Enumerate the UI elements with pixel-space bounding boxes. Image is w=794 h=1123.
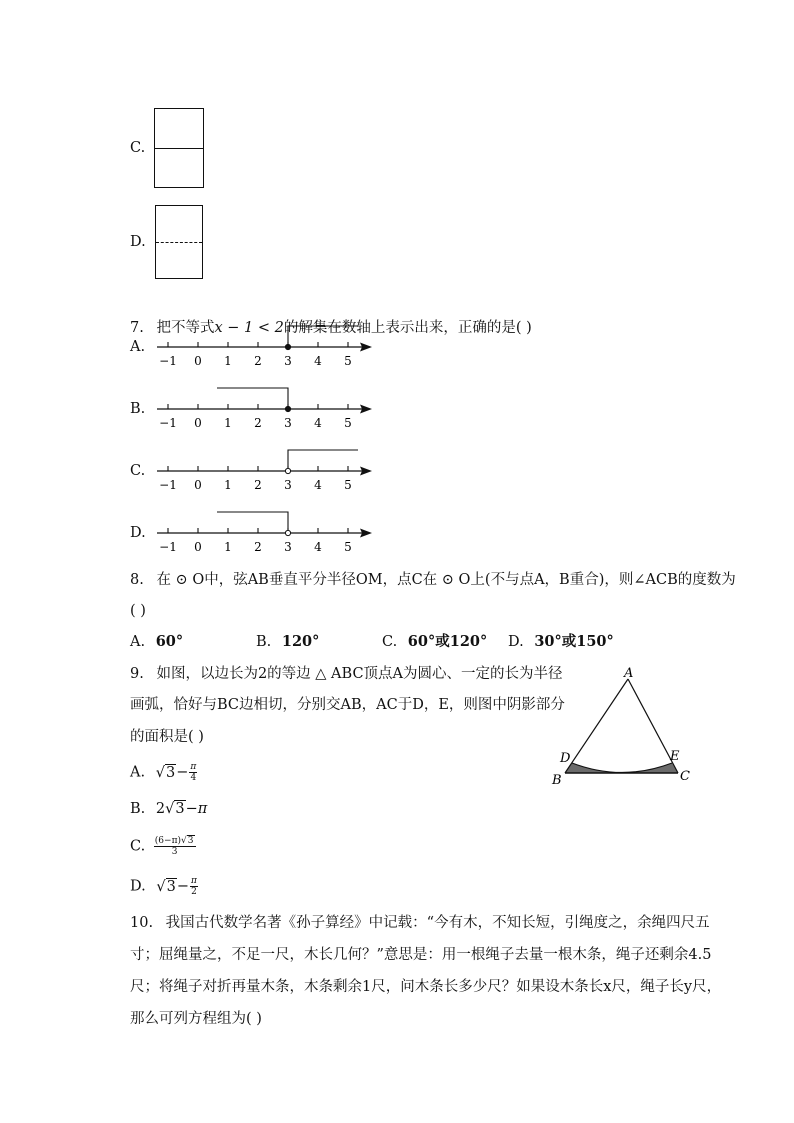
q7-option-d-tick-label-5: 4 xyxy=(314,540,322,554)
q9-side-ab xyxy=(565,679,628,773)
q7-option-d-tick-label-0: −1 xyxy=(159,540,177,554)
q9-shaded-region xyxy=(565,763,678,773)
q7-option-b-tick-label-1: 0 xyxy=(194,416,202,430)
q9-option-d-radicand: 3 xyxy=(166,878,176,895)
q7-option-d-tick-label-1: 0 xyxy=(194,540,202,554)
q7-option-b-tick-label-3: 2 xyxy=(254,416,262,430)
q7-option-a-tick-label-0: −1 xyxy=(159,354,177,368)
q9-option-d-sqrt: √3 xyxy=(156,878,176,895)
q9-option-a-denominator: 4 xyxy=(190,773,197,783)
q9-stem-line1 xyxy=(130,664,563,684)
q8-number: 8. xyxy=(130,572,144,588)
q7-option-b-label: B. xyxy=(130,401,146,417)
q6-option-c-label: C. xyxy=(130,140,146,156)
q9-option-d-numerator: π xyxy=(190,876,197,886)
q9-option-a-minus: − xyxy=(176,764,189,781)
q7-option-d-tick-label-3: 2 xyxy=(254,540,262,554)
q6-option-d-label: D. xyxy=(130,234,146,250)
q7-option-a-tick-label-2: 1 xyxy=(224,354,232,368)
q7-option-b-tick-label-0: −1 xyxy=(159,416,177,430)
q9-triangle-figure xyxy=(548,662,698,792)
q7-option-a-tick-label-5: 4 xyxy=(314,354,322,368)
q9-option-a-numerator: π xyxy=(190,762,197,772)
q7-option-c-tick-label-1: 0 xyxy=(194,478,202,492)
q8-option-b xyxy=(256,632,319,652)
q9-option-d-minus: − xyxy=(176,878,189,895)
q8-line1-text: 在 ⊙ O中，弦AB垂直平分半径OM，点C在 ⊙ O上(不与点A，B重合)，则∠ACB的度数为 xyxy=(156,572,736,588)
q8-option-b-label: B. xyxy=(256,634,272,650)
q9-label-c: C xyxy=(680,769,690,784)
q9-label-b: B xyxy=(552,773,562,788)
q10-stem-line1 xyxy=(130,913,710,933)
q9-line1-text: 如图，以边长为2的等边 △ ABC顶点A为圆心、一定的长为半径 xyxy=(156,666,563,682)
q7-number: 7. xyxy=(130,320,144,336)
q7-option-c-tick-label-2: 1 xyxy=(224,478,232,492)
q7-option-d-tick-label-4: 3 xyxy=(284,540,292,554)
q10-stem-line4: 那么可列方程组为( ) xyxy=(130,1011,262,1027)
q8-option-a-label: A. xyxy=(130,634,146,650)
q9-label-a: A xyxy=(624,666,634,681)
q9-label-d: D xyxy=(560,751,571,766)
q8-option-c-label: C. xyxy=(382,634,398,650)
q8-option-c-value: 60°或120° xyxy=(407,633,488,650)
q7-option-a-tick-label-3: 2 xyxy=(254,354,262,368)
q9-option-d xyxy=(130,876,199,897)
q9-option-c-numerator-head: (6−π) xyxy=(154,836,182,846)
q10-stem-line3: 尺；将绳子对折再量木条，木条剩余1尺，问木条长多少尺？如果设木条长x尺，绳子长y尺， xyxy=(130,979,722,995)
q9-option-b-coefficient: 2 xyxy=(155,801,166,817)
q9-option-a-radicand: 3 xyxy=(165,764,176,781)
q8-option-a xyxy=(130,632,183,652)
q9-option-d-label: D. xyxy=(130,878,146,895)
q8-option-a-value: 60° xyxy=(155,633,184,650)
q9-option-b-sqrt: √3 xyxy=(165,801,185,817)
q10-stem-line2: 寸；屈绳量之，不足一尺，木长几何？”意思是：用一根绳子去量一根木条，绳子还剩余4.5 xyxy=(130,947,712,963)
q8-option-b-value: 120° xyxy=(281,633,320,650)
q10-number: 10. xyxy=(130,915,154,931)
q7-text-pre: 把不等式 xyxy=(156,320,215,336)
q9-option-d-denominator: 2 xyxy=(191,887,197,897)
q8-option-d-label: D. xyxy=(508,634,524,650)
q8-option-d xyxy=(508,632,614,652)
q7-option-c-tick-label-5: 4 xyxy=(314,478,322,492)
q7-option-c-label: C. xyxy=(130,463,146,479)
q8-stem-line2: ( ) xyxy=(130,603,146,619)
q8-stem-line1 xyxy=(130,570,736,590)
q9-option-a-sqrt: √3 xyxy=(155,764,176,781)
q7-option-d-tick-label-2: 1 xyxy=(224,540,232,554)
q9-option-c-denominator: 3 xyxy=(171,847,178,857)
q7-option-a-tick-label-4: 3 xyxy=(284,354,292,368)
q7-option-a-label: A. xyxy=(130,339,146,355)
q9-option-b-radicand: 3 xyxy=(175,801,185,817)
q10-line1-text: 我国古代数学名著《孙子算经》中记载：“今有木，不知长短，引绳度之，余绳四尺五 xyxy=(165,915,710,931)
q7-option-c-tick-label-3: 2 xyxy=(254,478,262,492)
q7-option-a-endpoint-closed xyxy=(285,344,290,349)
q9-option-c-numerator: (6−π)√3 xyxy=(154,836,194,846)
q7-option-a-tick-label-6: 5 xyxy=(344,354,352,368)
q7-option-c-tick-label-4: 3 xyxy=(284,478,292,492)
q7-option-b-tick-label-6: 5 xyxy=(344,416,352,430)
q9-option-d-fraction xyxy=(190,876,198,897)
q7-option-b-tick-label-2: 1 xyxy=(224,416,232,430)
q8-option-c xyxy=(382,632,487,652)
q9-option-a-fraction xyxy=(189,762,197,783)
q9-option-c-radicand: 3 xyxy=(187,836,194,846)
q7-expression: x − 1 < 2 xyxy=(214,320,284,336)
q7-text-post: 的解集在数轴上表示出来，正确的是( ) xyxy=(283,320,532,336)
q7-option-a-tick-label-1: 0 xyxy=(194,354,202,368)
q9-option-b xyxy=(130,799,207,819)
q7-option-b-tick-label-5: 4 xyxy=(314,416,322,430)
q9-option-b-tail: −π xyxy=(185,801,208,817)
q7-option-b-tick-label-4: 3 xyxy=(284,416,292,430)
q9-option-c-label: C. xyxy=(130,838,146,855)
q7-option-c-endpoint-open xyxy=(285,468,290,473)
q9-option-b-label: B. xyxy=(130,801,146,817)
q7-option-d-label: D. xyxy=(130,525,146,541)
q9-label-e: E xyxy=(670,749,680,764)
q7-option-d-tick-label-6: 5 xyxy=(344,540,352,554)
q7-option-b-endpoint-closed xyxy=(285,406,290,411)
q7-option-d-endpoint-open xyxy=(285,530,290,535)
q7-option-c-tick-label-0: −1 xyxy=(159,478,177,492)
q9-option-a xyxy=(130,762,198,783)
q9-option-a-label: A. xyxy=(130,764,146,781)
q9-stem-line3: 的面积是( ) xyxy=(130,729,204,745)
q9-number: 9. xyxy=(130,666,144,682)
q8-option-d-value: 30°或150° xyxy=(534,633,614,650)
q9-option-c-fraction xyxy=(154,836,196,857)
q9-option-c xyxy=(130,836,197,857)
q9-stem-line2: 画弧，恰好与BC边相切，分别交AB，AC于D，E，则图中阴影部分 xyxy=(130,697,565,713)
q7-option-c-tick-label-6: 5 xyxy=(344,478,352,492)
